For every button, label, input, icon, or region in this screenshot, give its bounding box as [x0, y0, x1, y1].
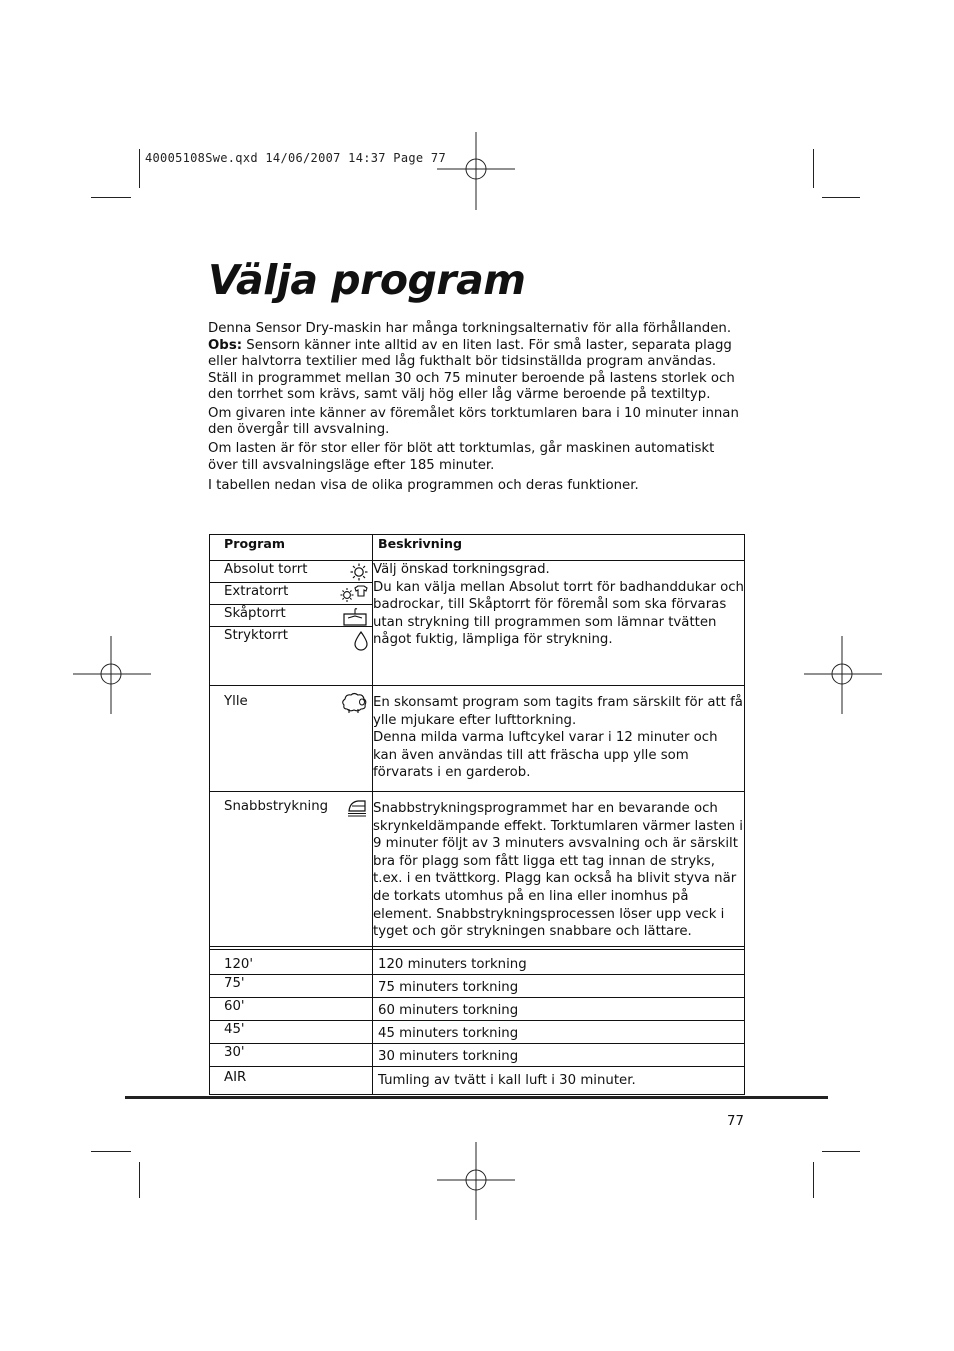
table-row-timed — [210, 1067, 745, 1095]
crop-mark — [139, 149, 140, 188]
description-text: 60 minuters torkning — [373, 998, 745, 1021]
program-label: 120' — [210, 950, 373, 975]
program-ylle — [210, 686, 373, 792]
cupboard-icon — [342, 607, 368, 627]
table-row-sensor — [210, 561, 745, 686]
description-text: Du kan välja mellan Absolut torrt för badhanddukar och badrockar, till Skåptorrt för föremål som ska förvaras utan strykning till programmen som lämnar tvätten något fuktig, lämpliga för strykning. — [373, 579, 744, 648]
intro-paragraph: Denna Sensor Dry-maskin har många torkningsalternativ för alla förhållanden. — [208, 321, 732, 336]
description-text: 45 minuters torkning — [373, 1021, 745, 1044]
sensor-description — [373, 561, 745, 686]
description-text: Snabbstrykningsprogrammet har en bevarande och skrynkeldämpande effekt. Torktumlaren värmer lasten i 9 minuter följt av 3 minuters avsvalning och är särskilt bra för plagg som fått ligga ett tag innan de stryks, t.ex. i en tvättkorg. Plagg kan också ha blivit styva när de torkats utomhus på en lina eller inomhus på element. Snabbstrykningsprocessen löser upp veck i tyget och gör strykningen snabbare och lättare. — [373, 801, 743, 940]
program-label: 75' — [210, 975, 373, 998]
note-label: Obs: — [208, 338, 243, 354]
program-label: Ylle — [224, 694, 248, 709]
program-snabbstrykning — [210, 792, 373, 947]
registration-mark-bottom — [437, 1142, 515, 1220]
description-text: Välj önskad torkningsgrad. — [373, 562, 550, 577]
table-header-row — [210, 535, 745, 561]
intro-paragraph: I tabellen nedan visa de olika programmen och deras funktioner. — [208, 477, 639, 493]
crop-mark — [91, 197, 131, 198]
crop-mark — [139, 1162, 140, 1198]
program-label: Snabbstrykning — [224, 799, 329, 814]
registration-mark-right — [804, 636, 882, 714]
table-row-timed — [210, 950, 745, 975]
crop-mark — [91, 1151, 131, 1152]
footer-rule — [125, 1096, 828, 1099]
program-stryktorrt — [210, 627, 372, 653]
column-header-description: Beskrivning — [373, 535, 745, 561]
registration-mark-left — [73, 636, 151, 714]
table-row-timed — [210, 975, 745, 998]
intro-paragraph: Om lasten är för stor eller för blöt att torktumlas, går maskinen automatiskt över till avsvalningsläge efter 185 minuter. — [208, 441, 715, 473]
table-row-ylle — [210, 686, 745, 792]
sensor-program-list — [210, 561, 373, 686]
print-slug: 40005108Swe.qxd 14/06/2007 14:37 Page 77 — [145, 151, 446, 165]
description-text: Tumling av tvätt i kall luft i 30 minuter. — [373, 1067, 745, 1095]
sun-shirt-icon — [340, 585, 368, 603]
ylle-description — [373, 686, 745, 792]
table-row-timed — [210, 1044, 745, 1067]
program-label: Stryktorrt — [224, 628, 288, 643]
table-row-timed — [210, 998, 745, 1021]
registration-mark-top — [437, 132, 515, 210]
program-absolut-torrt — [210, 561, 372, 583]
crop-mark — [822, 197, 860, 198]
program-extratorrt — [210, 583, 372, 605]
description-text: 30 minuters torkning — [373, 1044, 745, 1067]
drop-icon — [346, 630, 368, 652]
description-text: 120 minuters torkning — [373, 950, 745, 975]
program-label: 60' — [210, 998, 373, 1021]
crop-mark — [813, 1162, 814, 1198]
intro-text — [208, 321, 748, 497]
program-label: 45' — [210, 1021, 373, 1044]
table-row-snabbstrykning — [210, 792, 745, 947]
intro-paragraph: Om givaren inte känner av föremålet körs torktumlaren bara i 10 minuter innan den övergår till avsvalning. — [208, 406, 739, 438]
description-text: En skonsamt program som tagits fram särskilt för att få ylle mjukare efter lufttorkning. — [373, 695, 743, 728]
program-label: 30' — [210, 1044, 373, 1067]
page-title: Välja program — [208, 256, 526, 304]
crop-mark — [813, 149, 814, 188]
note-text: Sensorn känner inte alltid av en liten last. För små laster, separata plagg eller halvtorra textilier med låg fukthalt bör tidsinställda program användas. Ställ in programmet mellan 30 och 75 minuter beroende på lastens storlek och den torrhet som krävs, samt välj hög eller låg värme beroende på textiltyp. — [208, 338, 735, 402]
sun-icon — [346, 563, 368, 581]
snabbstrykning-description — [373, 792, 745, 947]
column-header-program: Program — [210, 535, 373, 561]
description-text: 75 minuters torkning — [373, 975, 745, 998]
program-label: Absolut torrt — [224, 562, 308, 577]
sheep-icon — [340, 692, 368, 714]
program-table — [209, 534, 745, 1095]
description-text: Denna milda varma luftcykel varar i 12 minuter och kan även användas till att fräscha upp ylle som förvarats i en garderob. — [373, 730, 718, 781]
table-row-timed — [210, 1021, 745, 1044]
crop-mark — [822, 1151, 860, 1152]
program-label: AIR — [210, 1067, 373, 1095]
intro-note — [208, 338, 748, 403]
page-number: 77 — [727, 1114, 744, 1129]
program-skaptorrt — [210, 605, 372, 627]
program-label: Extratorrt — [224, 584, 289, 599]
program-label: Skåptorrt — [224, 606, 286, 621]
iron-icon — [346, 797, 368, 817]
